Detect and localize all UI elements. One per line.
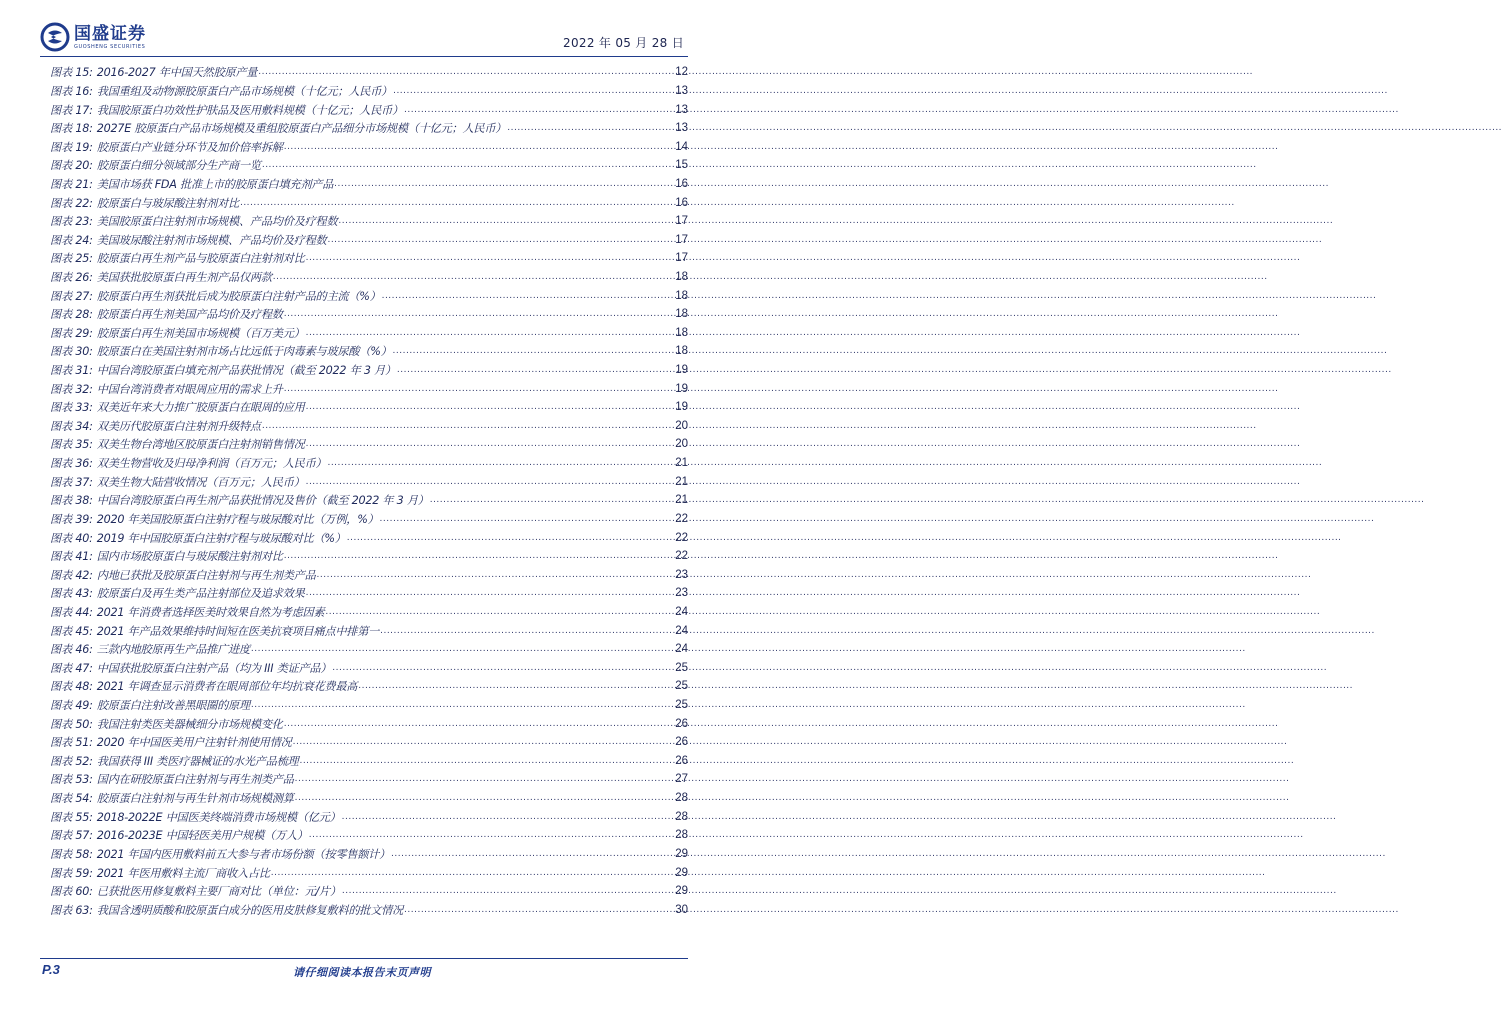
toc-entry-page: 30 <box>675 903 688 916</box>
toc-leader-dots <box>306 477 673 487</box>
toc-entry-label: 图表 44: <box>50 605 93 619</box>
toc-entry-page: 22 <box>675 531 688 544</box>
toc-entry-page: 26 <box>675 754 688 767</box>
toc-entry-page: 13 <box>675 103 688 116</box>
toc-entry-label: 图表 46: <box>50 643 93 657</box>
toc-entry-title: 中国台湾胶原蛋白填充剂产品获批情况（截至 2022 年 3 月） <box>96 364 396 378</box>
toc-entry[interactable] <box>50 435 688 454</box>
toc-leader-dots <box>404 905 673 915</box>
toc-entry-label: 图表 28: <box>50 308 93 322</box>
toc-entry-page: 25 <box>675 680 688 693</box>
toc-entry[interactable] <box>50 640 688 659</box>
toc-entry[interactable] <box>50 584 688 603</box>
toc-entry-title: 三款内地胶原再生产品推广进度 <box>96 643 250 657</box>
toc-entry-page: 28 <box>675 792 688 805</box>
toc-entry[interactable] <box>50 230 688 249</box>
toc-entry-page: 14 <box>675 140 688 153</box>
logo-name-cn: 国盛证券 <box>74 23 146 44</box>
toc-leader-dots <box>273 272 673 282</box>
toc-entry[interactable] <box>50 826 688 845</box>
toc-entry-title: 我国获得 III 类医疗器械证的水光产品梳理 <box>96 754 299 768</box>
toc-entry[interactable] <box>50 454 688 473</box>
toc-entry-page: 24 <box>675 605 688 618</box>
toc-entry[interactable] <box>50 510 688 529</box>
toc-entry-label: 图表 40: <box>50 531 93 545</box>
toc-entry[interactable] <box>50 603 688 622</box>
toc-entry-title: 中国台湾消费者对眼周应用的需求上升 <box>96 382 283 396</box>
toc-entry[interactable] <box>50 175 688 194</box>
toc-leader-dots <box>382 291 673 301</box>
toc-entry[interactable] <box>50 417 688 436</box>
toc-entry-page: 12 <box>675 66 688 79</box>
toc-leader-dots <box>258 67 673 77</box>
toc-leader-dots <box>380 514 673 524</box>
toc-leader-dots <box>317 570 673 580</box>
toc-entry-title: 胶原蛋白及再生类产品注射部位及追求效果 <box>96 587 305 601</box>
toc-entry-label: 图表 25: <box>50 252 93 266</box>
toc-entry-title: 胶原蛋白注射改善黑眼圈的原理 <box>96 699 250 713</box>
toc-entry[interactable] <box>50 565 688 584</box>
toc-entry-title: 2021 年产品效果维持时间短在医美抗衰项目痛点中排第一 <box>96 624 380 638</box>
toc-entry-title: 中国台湾胶原蛋白再生剂产品获批情况及售价（截至 2022 年 3 月） <box>96 494 429 508</box>
toc-leader-dots <box>342 886 673 896</box>
toc-entry-label: 图表 53: <box>50 773 93 787</box>
toc-entry[interactable] <box>50 342 688 361</box>
toc-entry-label: 图表 24: <box>50 233 93 247</box>
toc-entry-title: 我国注射类医美器械细分市场规模变化 <box>96 717 283 731</box>
toc-entry-label: 图表 18: <box>50 122 93 136</box>
toc-entry[interactable] <box>50 733 688 752</box>
toc-entry-title: 胶原蛋白在美国注射剂市场占比远低于肉毒素与玻尿酸（%） <box>96 345 392 359</box>
toc-entry-title: 胶原蛋白再生剂获批后成为胶原蛋白注射产品的主流（%） <box>96 289 381 303</box>
toc-entry-label: 图表 42: <box>50 568 93 582</box>
toc-entry-label: 图表 38: <box>50 494 93 508</box>
toc-entry-page: 17 <box>675 233 688 246</box>
toc-leader-dots <box>299 756 673 766</box>
toc-leader-dots <box>397 365 673 375</box>
toc-entry-title: 胶原蛋白与玻尿酸注射剂对比 <box>96 196 239 210</box>
toc-entry-label: 图表 31: <box>50 364 93 378</box>
toc-entry-title: 美国玻尿酸注射剂市场规模、产品均价及疗程数 <box>96 233 327 247</box>
toc-leader-dots <box>347 533 673 543</box>
toc-leader-dots <box>293 737 673 747</box>
toc-entry-page: 19 <box>675 364 688 377</box>
toc-leader-dots <box>380 626 673 636</box>
toc-entry-title: 美国获批胶原蛋白再生剂产品仅两款 <box>96 271 272 284</box>
toc-leader-dots <box>262 160 673 170</box>
toc-leader-dots <box>284 309 673 319</box>
toc-entry[interactable] <box>50 528 688 547</box>
toc-entry-label: 图表 59: <box>50 866 93 880</box>
toc-entry[interactable] <box>50 789 688 808</box>
toc-entry-label: 图表 43: <box>50 587 93 601</box>
toc-entry[interactable] <box>50 621 688 640</box>
toc-entry-page: 26 <box>675 736 688 749</box>
toc-leader-dots <box>284 142 673 152</box>
toc-entry-page: 13 <box>675 84 688 97</box>
toc-entry-label: 图表 47: <box>50 661 93 675</box>
toc-entry-label: 图表 30: <box>50 345 93 359</box>
toc-entry-title: 双美生物大陆营收情况（百万元；人民币） <box>96 475 305 489</box>
toc-entry[interactable] <box>50 900 688 919</box>
toc-entry-label: 图表 17: <box>50 103 93 117</box>
toc-entry-page: 21 <box>675 457 688 470</box>
toc-entry[interactable] <box>50 379 688 398</box>
toc-entry-page: 17 <box>675 215 688 228</box>
toc-entry-title: 2020 年中国医美用户注射针剂使用情况 <box>96 736 292 750</box>
toc-entry-title: 2016-2023E 中国轻医美用户规模（万人） <box>96 829 308 843</box>
toc-leader-dots <box>393 346 673 356</box>
toc-leader-dots <box>240 198 673 208</box>
toc-leader-dots <box>342 812 673 822</box>
toc-entry[interactable] <box>50 770 688 789</box>
toc-leader-dots <box>306 328 673 338</box>
toc-entry[interactable] <box>50 845 688 864</box>
toc-entry-title: 已获批医用修复敷料主要厂商对比（单位：元/片） <box>96 885 341 899</box>
toc-leader-dots <box>309 830 673 840</box>
toc-leader-dots <box>295 774 673 784</box>
toc-entry-page: 19 <box>675 401 688 414</box>
toc-leader-dots <box>306 439 673 449</box>
toc-entry-page: 16 <box>675 196 688 209</box>
page-number: P.3 <box>42 962 60 977</box>
toc-leader-dots <box>251 700 673 710</box>
logo-name-en: GUOSHENG SECURITIES <box>74 43 146 50</box>
toc-entry-page: 18 <box>675 345 688 358</box>
toc-entry-label: 图表 39: <box>50 512 93 526</box>
toc-entry-page: 20 <box>675 438 688 451</box>
toc-entry-label: 图表 50: <box>50 717 93 731</box>
header-divider <box>40 56 688 57</box>
toc-entry-page: 29 <box>675 866 688 879</box>
toc-entry[interactable] <box>50 249 688 268</box>
toc-entry-title: 我国重组及动物源胶原蛋白产品市场规模（十亿元；人民币） <box>96 84 393 98</box>
toc-entry-title: 双美生物营收及归母净利润（百万元；人民币） <box>96 457 327 471</box>
toc-entry-label: 图表 52: <box>50 754 93 768</box>
toc-entry-title: 胶原蛋白再生剂美国产品均价及疗程数 <box>96 308 283 322</box>
toc-entry-label: 图表 34: <box>50 419 93 433</box>
toc-leader-dots <box>334 179 673 189</box>
toc-leader-dots <box>284 384 673 394</box>
toc-entry[interactable] <box>50 882 688 901</box>
toc-entry[interactable] <box>50 398 688 417</box>
toc-entry-label: 图表 33: <box>50 401 93 415</box>
toc-entry-page: 24 <box>675 624 688 637</box>
toc-leader-dots <box>271 868 673 878</box>
toc-entry-page: 28 <box>675 810 688 823</box>
report-date: 2022 年 05 月 28 日 <box>563 36 684 50</box>
toc-entry-label: 图表 49: <box>50 699 93 713</box>
toc-entry[interactable] <box>50 714 688 733</box>
toc-entry-title: 2021 年调查显示消费者在眼周部位年均抗衰花费最高 <box>96 680 358 694</box>
toc-leader-dots <box>306 588 673 598</box>
toc-entry-page: 22 <box>675 512 688 525</box>
toc-entry-title: 国内在研胶原蛋白注射剂与再生剂类产品 <box>96 773 294 787</box>
toc-leader-dots <box>284 551 673 561</box>
toc-entry-page: 23 <box>675 568 688 581</box>
toc-entry-label: 图表 36: <box>50 457 93 471</box>
toc-entry-title: 我国胶原蛋白功效性护肤品及医用敷料规模（十亿元；人民币） <box>96 103 404 117</box>
toc-leader-dots <box>295 793 673 803</box>
toc-entry-label: 图表 60: <box>50 885 93 899</box>
toc-entry-page: 24 <box>675 643 688 656</box>
toc-entry-title: 胶原蛋白再生剂美国市场规模（百万美元） <box>96 326 305 340</box>
toc-entry-label: 图表 63: <box>50 903 93 917</box>
company-logo <box>40 20 146 54</box>
toc-entry[interactable] <box>50 807 688 826</box>
disclaimer-note: 请仔细阅读本报告末页声明 <box>293 966 431 979</box>
toc-entry-page: 21 <box>675 494 688 507</box>
toc-leader-dots <box>358 681 673 691</box>
toc-leader-dots <box>332 663 673 673</box>
toc-leader-dots <box>306 402 673 412</box>
toc-entry-page: 21 <box>675 475 688 488</box>
toc-entry-title: 美国市场获 FDA 批准上市的胶原蛋白填充剂产品 <box>96 177 334 191</box>
toc-entry-label: 图表 54: <box>50 792 93 806</box>
toc-entry[interactable] <box>50 268 688 287</box>
toc-entry-title: 2021 年国内医用敷料前五大参与者市场份额（按零售额计） <box>96 847 391 861</box>
toc-entry[interactable] <box>50 863 688 882</box>
toc-leader-dots <box>338 216 673 226</box>
toc-entry-title: 双美近年来大力推广胶原蛋白在眼周的应用 <box>96 401 305 415</box>
toc-entry-label: 图表 22: <box>50 196 93 210</box>
toc-entry-page: 27 <box>675 773 688 786</box>
toc-entry-label: 图表 19: <box>50 140 93 154</box>
toc-entry-page: 19 <box>675 382 688 395</box>
toc-entry-title: 胶原蛋白细分领域部分生产商一览 <box>96 159 261 173</box>
toc-entry[interactable] <box>50 752 688 771</box>
page-header <box>40 20 690 54</box>
toc-entry[interactable] <box>50 696 688 715</box>
toc-entry-title: 2018-2022E 中国医美终端消费市场规模（亿元） <box>96 810 341 824</box>
toc-entry-label: 图表 27: <box>50 289 93 303</box>
toc-leader-dots <box>251 644 673 654</box>
toc-entry[interactable] <box>50 677 688 696</box>
toc-entry[interactable] <box>50 137 688 156</box>
figure-index-list <box>50 63 688 919</box>
toc-entry-page: 26 <box>675 717 688 730</box>
toc-entry[interactable] <box>50 63 688 82</box>
toc-entry-title: 2016-2027 年中国天然胶原产量 <box>96 66 258 80</box>
logo-mark-icon <box>40 22 70 52</box>
toc-entry[interactable] <box>50 305 688 324</box>
toc-leader-dots <box>393 86 673 96</box>
toc-entry[interactable] <box>50 472 688 491</box>
toc-entry[interactable] <box>50 491 688 510</box>
toc-entry-title: 2021 年消费者选择医美时效果自然为考虑因素 <box>96 605 325 619</box>
toc-entry-label: 图表 21: <box>50 177 93 191</box>
toc-entry-label: 图表 57: <box>50 829 93 843</box>
toc-leader-dots <box>391 849 673 859</box>
toc-entry-title: 国内市场胶原蛋白与玻尿酸注射剂对比 <box>96 550 283 564</box>
toc-entry-title: 胶原蛋白再生剂产品与胶原蛋白注射剂对比 <box>96 252 305 266</box>
toc-entry[interactable] <box>50 286 688 305</box>
toc-entry-label: 图表 48: <box>50 680 93 694</box>
toc-leader-dots <box>430 495 673 505</box>
toc-entry-label: 图表 23: <box>50 215 93 229</box>
toc-leader-dots <box>325 607 673 617</box>
toc-entry[interactable] <box>50 547 688 566</box>
toc-entry-page: 29 <box>675 847 688 860</box>
toc-entry-title: 2027E 胶原蛋白产品市场规模及重组胶原蛋白产品细分市场规模（十亿元；人民币） <box>96 122 507 136</box>
toc-entry-title: 双美生物台湾地区胶原蛋白注射剂销售情况 <box>96 438 305 452</box>
toc-leader-dots <box>327 458 673 468</box>
toc-entry-title: 内地已获批及胶原蛋白注射剂与再生剂类产品 <box>96 568 316 582</box>
toc-entry-label: 图表 29: <box>50 326 93 340</box>
toc-entry-title: 2020 年美国胶原蛋白注射疗程与玻尿酸对比（万例，%） <box>96 512 379 526</box>
toc-entry-page: 13 <box>675 122 688 135</box>
toc-entry-page: 25 <box>675 661 688 674</box>
toc-entry[interactable] <box>50 212 688 231</box>
toc-entry[interactable] <box>50 100 688 119</box>
toc-entry-label: 图表 37: <box>50 475 93 489</box>
toc-entry-label: 图表 20: <box>50 159 93 173</box>
toc-leader-dots <box>404 105 673 115</box>
toc-entry-page: 29 <box>675 885 688 898</box>
toc-entry[interactable] <box>50 324 688 343</box>
toc-entry-title: 胶原蛋白产业链分环节及加价倍率拆解 <box>96 140 283 154</box>
toc-entry-title: 2019 年中国胶原蛋白注射疗程与玻尿酸对比（%） <box>96 531 346 545</box>
toc-leader-dots <box>262 421 673 431</box>
toc-entry-page: 25 <box>675 699 688 712</box>
toc-entry-label: 图表 45: <box>50 624 93 638</box>
toc-entry-page: 20 <box>675 419 688 432</box>
toc-leader-dots <box>507 123 673 133</box>
toc-entry-page: 18 <box>675 308 688 321</box>
toc-entry-page: 17 <box>675 252 688 265</box>
toc-entry-label: 图表 51: <box>50 736 93 750</box>
toc-entry[interactable] <box>50 119 688 138</box>
toc-entry-label: 图表 32: <box>50 382 93 396</box>
toc-entry[interactable] <box>50 361 688 380</box>
toc-leader-dots <box>306 253 673 263</box>
toc-entry-label: 图表 16: <box>50 84 93 98</box>
toc-entry-label: 图表 55: <box>50 810 93 824</box>
toc-entry-page: 28 <box>675 829 688 842</box>
toc-entry-title: 双美历代胶原蛋白注射剂升级特点 <box>96 419 261 433</box>
toc-entry[interactable] <box>50 156 688 175</box>
toc-entry-title: 我国含透明质酸和胶原蛋白成分的医用皮肤修复敷料的批文情况 <box>96 903 404 917</box>
footer-divider <box>40 958 688 959</box>
toc-entry-label: 图表 58: <box>50 847 93 861</box>
toc-entry-label: 图表 26: <box>50 271 93 284</box>
toc-entry-page: 18 <box>675 289 688 302</box>
toc-entry-title: 中国获批胶原蛋白注射产品（均为 III 类证产品） <box>96 661 332 675</box>
toc-entry[interactable] <box>50 193 688 212</box>
toc-entry-title: 2021 年医用敷料主流厂商收入占比 <box>96 866 270 880</box>
toc-entry-page: 15 <box>675 159 688 172</box>
toc-entry-label: 图表 35: <box>50 438 93 452</box>
toc-entry-title: 美国胶原蛋白注射剂市场规模、产品均价及疗程数 <box>96 215 338 229</box>
toc-entry[interactable] <box>50 82 688 101</box>
toc-entry-page: 22 <box>675 550 688 563</box>
toc-entry-page: 16 <box>675 177 688 190</box>
toc-entry-title: 胶原蛋白注射剂与再生针剂市场规模测算 <box>96 792 294 806</box>
toc-entry[interactable] <box>50 659 688 678</box>
toc-entry-page: 18 <box>675 271 688 283</box>
toc-entry-page: 23 <box>675 587 688 600</box>
toc-leader-dots <box>284 719 673 729</box>
toc-entry-label: 图表 41: <box>50 550 93 564</box>
toc-leader-dots <box>327 235 673 245</box>
toc-entry-label: 图表 15: <box>50 66 93 80</box>
toc-entry-page: 18 <box>675 326 688 339</box>
